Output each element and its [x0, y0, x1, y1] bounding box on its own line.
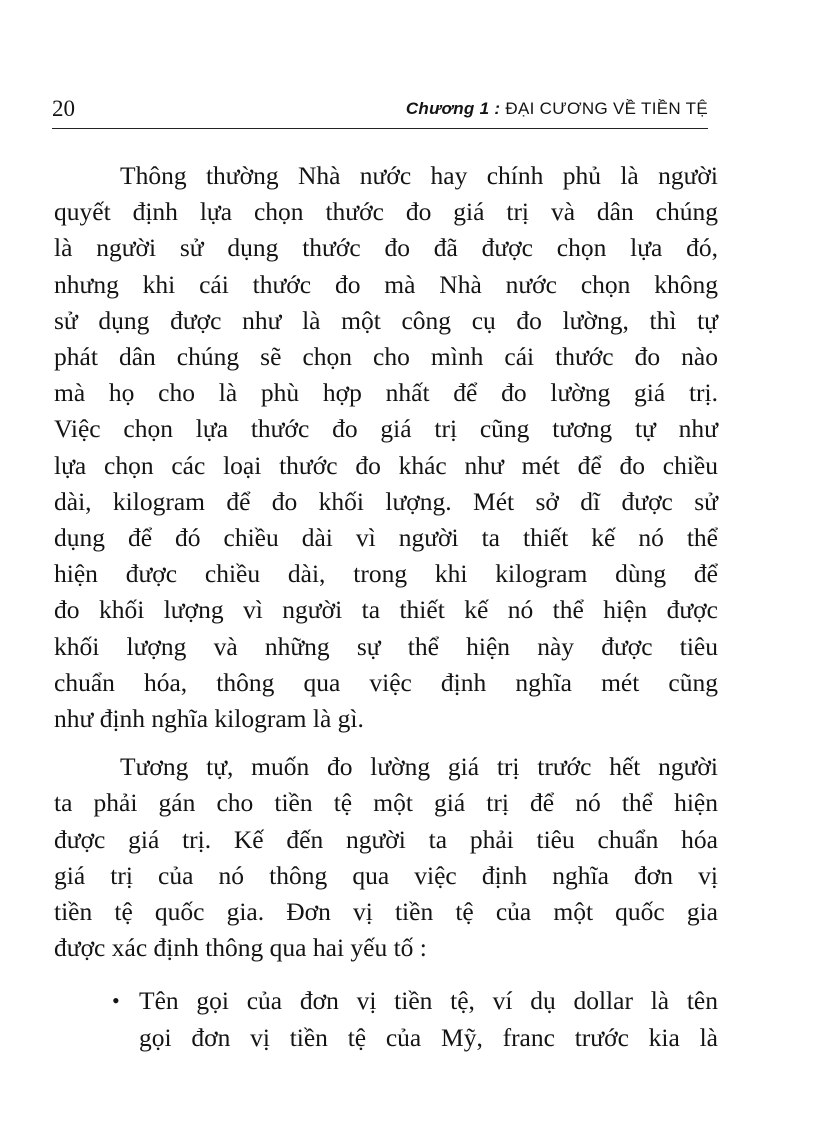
chapter-label: Chương 1 :	[405, 99, 501, 118]
text-line: sử dụng được như là một công cụ đo lường, thì tự	[54, 305, 718, 335]
text-line: Tương tự, muốn đo lường giá trị trước hết người	[120, 752, 718, 782]
page-number: 20	[52, 96, 75, 121]
page-header	[52, 94, 708, 129]
text-line: được giá trị. Kế đến người ta phải tiêu chuẩn hóa	[54, 824, 718, 854]
running-head	[406, 99, 708, 119]
text-line: được xác định thông qua hai yếu tố :	[54, 933, 427, 963]
text-line: Việc chọn lựa thước đo giá trị cũng tương tự như	[54, 414, 718, 444]
text-line: gọi đơn vị tiền tệ của Mỹ, franc trước kia là	[139, 1022, 718, 1052]
text-line: lựa chọn các loại thước đo khác như mét để đo chiều	[54, 450, 718, 480]
text-line: tiền tệ quốc gia. Đơn vị tiền tệ của một quốc gia	[54, 897, 718, 927]
text-line: Tên gọi của đơn vị tiền tệ, ví dụ dollar là tên	[139, 986, 718, 1016]
text-line: phát dân chúng sẽ chọn cho mình cái thước đo nào	[54, 342, 718, 372]
text-line: dài, kilogram để đo khối lượng. Mét sở dĩ được sử	[54, 486, 718, 516]
body-text	[54, 158, 718, 1056]
text-line: giá trị của nó thông qua việc định nghĩa đơn vị	[54, 860, 718, 890]
text-line: như định nghĩa kilogram là gì.	[54, 704, 364, 734]
paragraph	[54, 158, 718, 737]
text-line: đo khối lượng vì người ta thiết kế nó thể hiện được	[54, 595, 718, 625]
text-line: mà họ cho là phù hợp nhất để đo lường giá trị.	[54, 378, 718, 408]
paragraph	[54, 749, 718, 966]
text-line: hiện được chiều dài, trong khi kilogram dùng để	[54, 559, 718, 589]
text-line: ta phải gán cho tiền tệ một giá trị để nó thể hiện	[54, 788, 718, 818]
bullet-item	[54, 983, 718, 1055]
chapter-title: ĐẠI CƯƠNG VỀ TIỀN TỆ	[500, 99, 708, 118]
text-line: quyết định lựa chọn thước đo giá trị và dân chúng	[54, 197, 718, 227]
text-line: Thông thường Nhà nước hay chính phủ là người	[120, 161, 718, 190]
text-line: dụng để đó chiều dài vì người ta thiết kế nó thể	[54, 523, 718, 553]
text-line: nhưng khi cái thước đo mà Nhà nước chọn không	[54, 269, 718, 299]
text-line: khối lượng và những sự thể hiện này được tiêu	[54, 631, 718, 661]
bullet-icon: •	[112, 988, 120, 1014]
text-line: chuẩn hóa, thông qua việc định nghĩa mét cũng	[54, 667, 718, 697]
text-line: là người sử dụng thước đo đã được chọn lựa đó,	[54, 233, 718, 263]
